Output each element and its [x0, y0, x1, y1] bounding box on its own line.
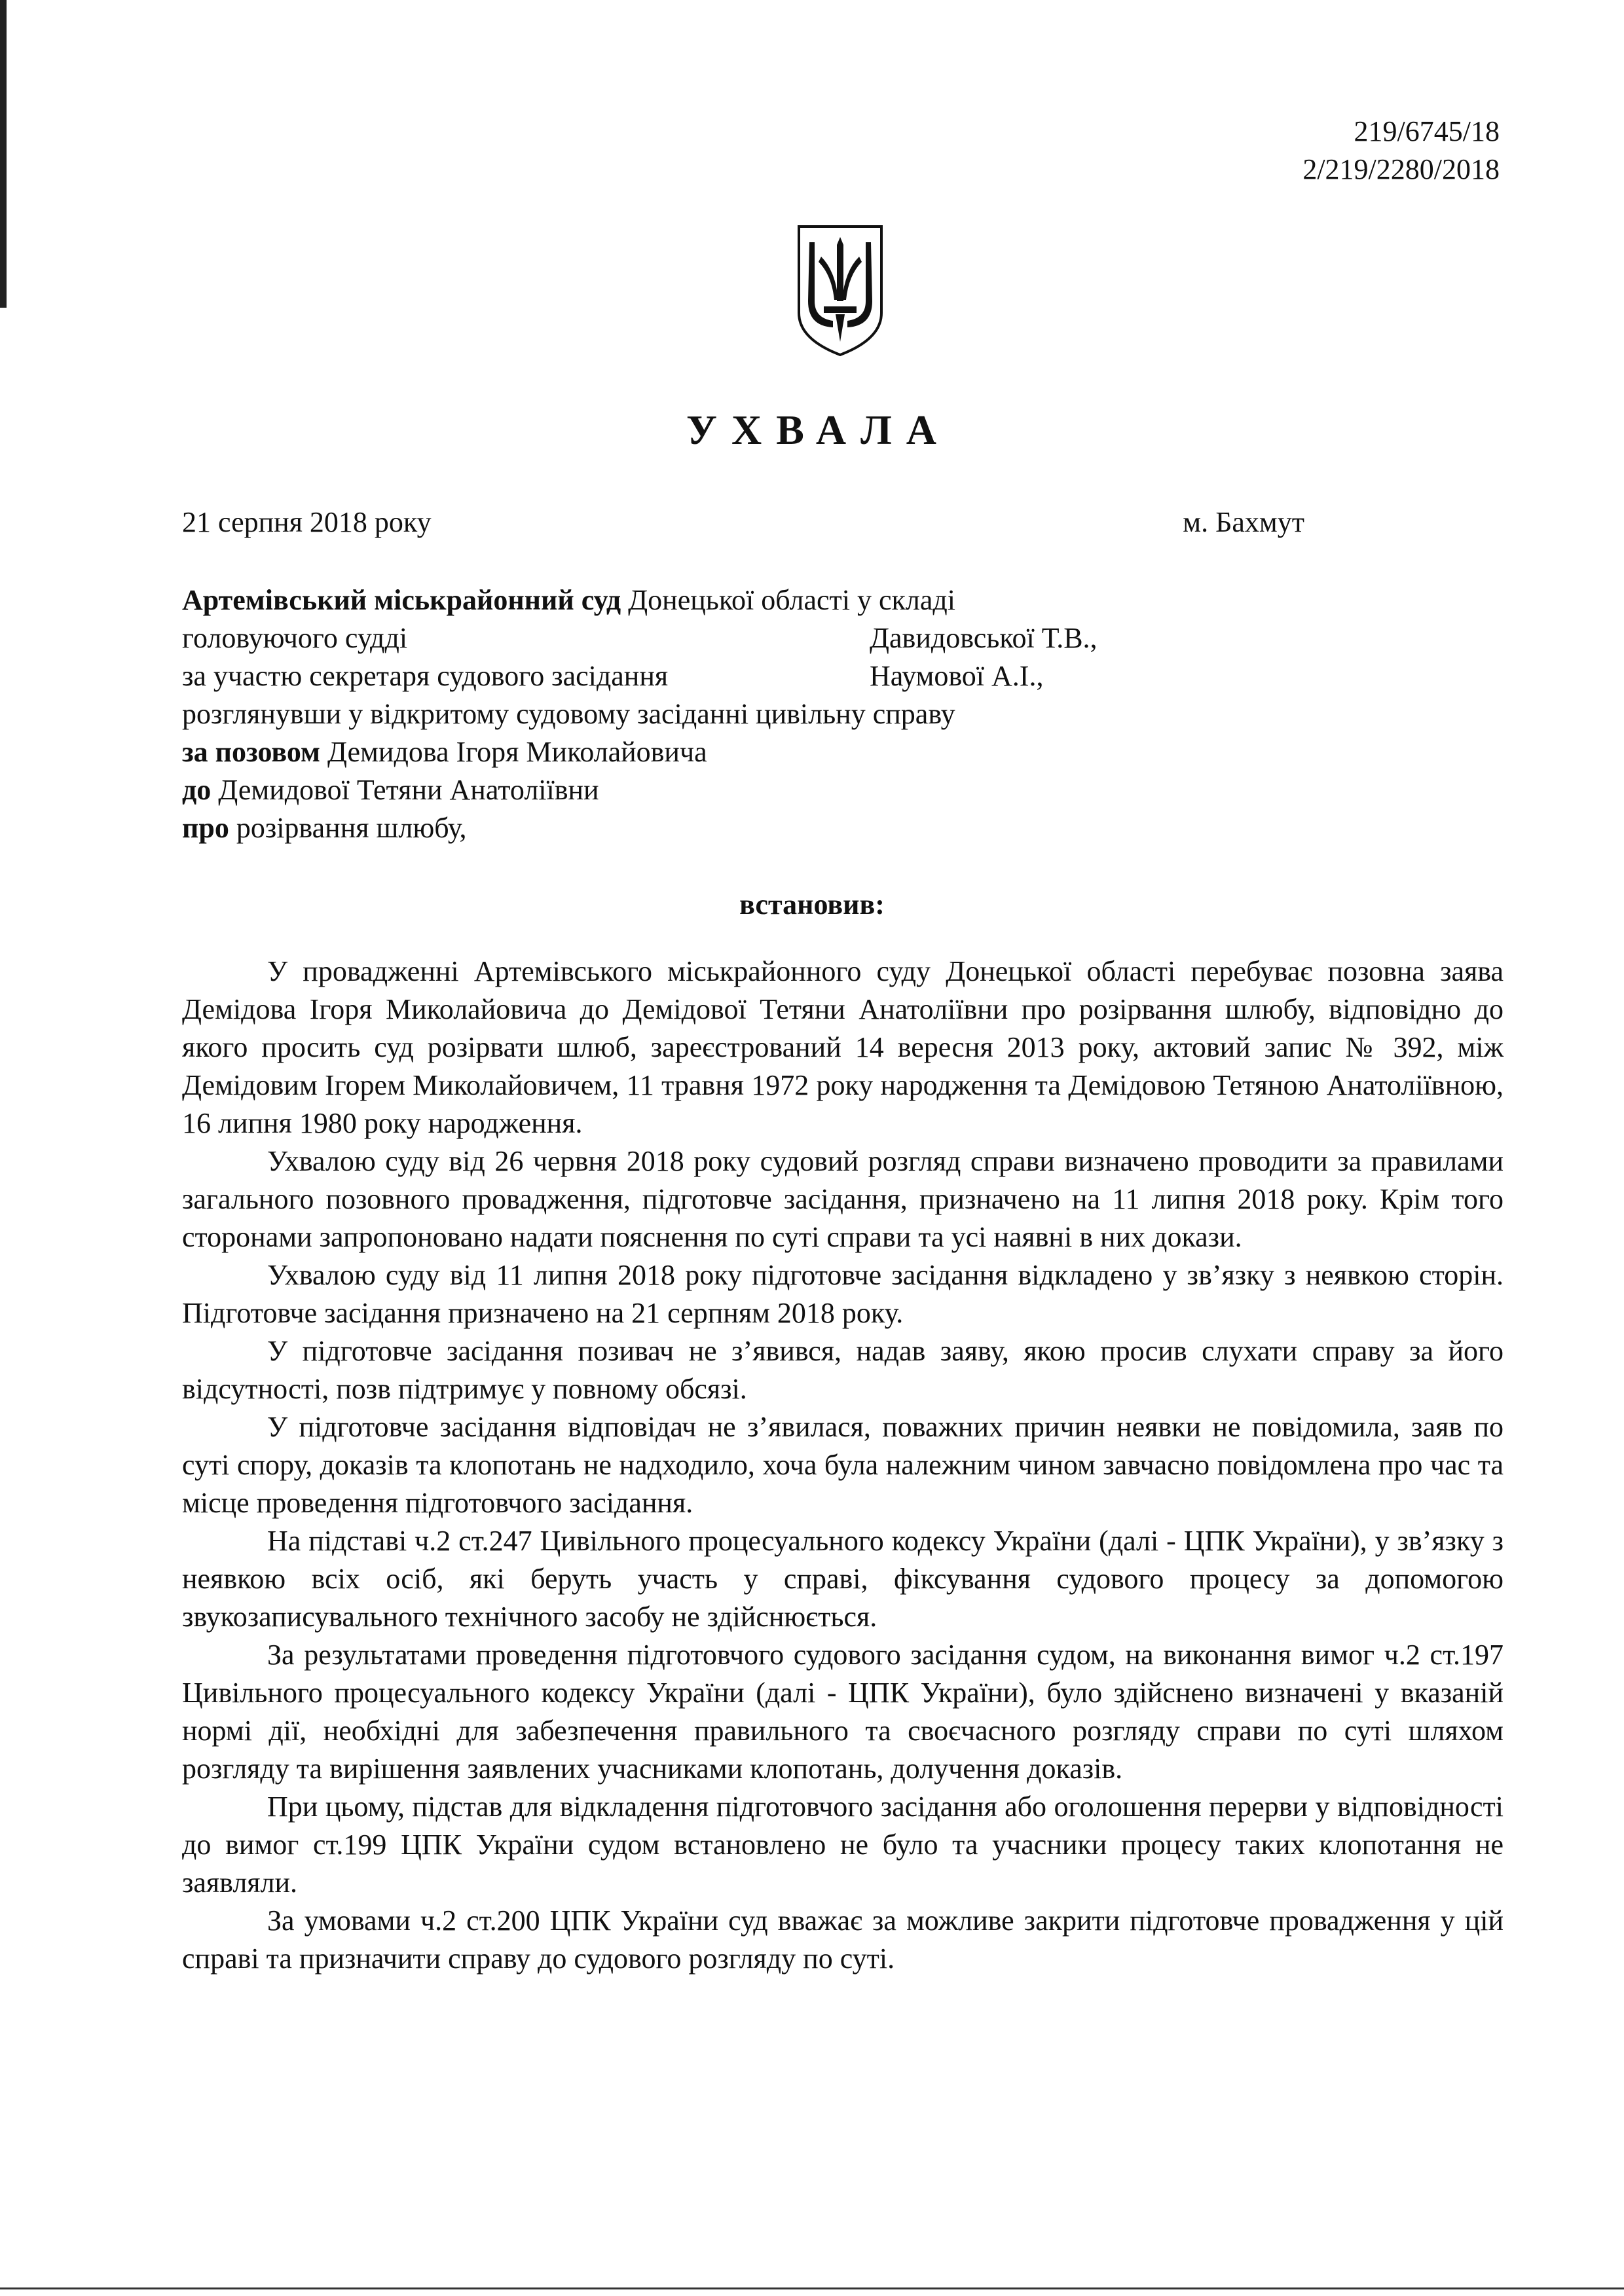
judge-line — [182, 619, 1204, 657]
case-number-secondary: 2/219/2280/2018 — [1302, 153, 1500, 185]
paragraph: На підставі ч.2 ст.247 Цивільного процесуального кодексу України (далі - ЦПК України), у зв’язку з неявкою всіх осіб, які беруть участь у справі, фіксування судового процесу за допомогою звукозаписувального технічного засобу не здійснюється. — [182, 1525, 1504, 1633]
secretary-label: за участю секретаря судового засідання — [182, 660, 669, 692]
court-name: Артемівський міськрайонний суд — [182, 584, 621, 616]
case-subject: розірвання шлюбу, — [236, 812, 467, 844]
case-numbers — [1302, 113, 1500, 189]
judge-name: Давидовської Т.В., — [870, 622, 1098, 654]
claimant-name: Демидова Ігоря Миколайовича — [327, 736, 707, 768]
paragraph: При цьому, підстав для відкладення підготовчого засідання або оголошення перерви у відповідності до вимог ст.199 ЦПК України судом встановлено не було та учасники процесу таких клопотання не заявляли. — [182, 1791, 1504, 1899]
review-line: розглянувши у відкритому судовому засіданні цивільну справу — [182, 698, 955, 730]
court-name-rest: Донецької області у складі — [628, 584, 956, 616]
ruling-body — [182, 953, 1504, 1978]
paragraph: У підготовче засідання відповідач не з’явилася, поважних причин неявки не повідомила, заяв по суті спору, доказів та клопотань не надходило, хоча була належним чином завчасно повідомлена про час та місце проведення підготовчого засідання. — [182, 1411, 1504, 1519]
scan-edge-mark — [0, 0, 7, 308]
paragraph: За результатами проведення підготовчого судового засідання судом, на виконання вимог ч.2 ст.197 Цивільного процесуального кодексу України (далі - ЦПК України), було здійснено визначені у вказаній нормі дії, необхідні для забезпечення правильного та своєчасного розгляду справи по суті шляхом розгляду та вирішення заявлених учасниками клопотань, долучення доказів. — [182, 1639, 1504, 1785]
document-title: УХВАЛА — [686, 407, 951, 453]
court-name-line — [182, 581, 1204, 619]
paragraph: У провадженні Артемівського міськрайонного суду Донецької області перебуває позовна заява Демідова Ігоря Миколайовича до Демідової Тетяни Анатоліївни про розірвання шлюбу, відповідно до якого просить суд розірвати шлюб, зареєстрований 14 вересня 2013 року, актовий запис № 392, між Демідовим Ігорем Миколайовичем, 11 травня 1972 року народження та Демідовою Тетяною Анатоліївною, 16 липня 1980 року народження. — [182, 955, 1504, 1139]
scan-bottom-edge — [0, 2287, 1624, 2289]
court-composition — [182, 581, 1204, 847]
defendant-line — [182, 771, 1204, 809]
claim-label: за позовом — [182, 736, 320, 768]
document-date: 21 серпня 2018 року — [182, 506, 432, 538]
paragraph: За умовами ч.2 ст.200 ЦПК України суд вважає за можливе закрити підготовче провадження у цій справі та призначити справу до судового розгляду по суті. — [182, 1904, 1504, 1975]
paragraph: У підготовче засідання позивач не з’явився, надав заяву, якою просив слухати справу за його відсутності, позв підтримує у повному обсязі. — [182, 1335, 1504, 1405]
judge-label: головуючого судді — [182, 622, 408, 654]
paragraph: Ухвалою суду від 26 червня 2018 року судовий розгляд справи визначено проводити за правилами загального позовного провадження, підготовче засідання, призначено на 11 липня 2018 року. Крім того сторонами запропоновано надати пояснення по суті справи та усі наявні в них докази. — [182, 1145, 1504, 1253]
about-label: про — [182, 812, 229, 844]
paragraph: Ухвалою суду від 11 липня 2018 року підготовче засідання відкладено у зв’язку з неявкою сторін. Підготовче засідання призначено на 21 серпням 2018 року. — [182, 1259, 1504, 1329]
secretary-line — [182, 657, 1204, 695]
defendant-name: Демидової Тетяни Анатоліївни — [218, 774, 599, 806]
document-city: м. Бахмут — [1183, 506, 1304, 538]
secretary-name: Наумової А.І., — [870, 660, 1044, 692]
ukraine-trident-emblem-icon — [795, 223, 885, 357]
established-heading: встановив: — [739, 888, 885, 920]
subject-line — [182, 809, 1204, 847]
to-label: до — [182, 774, 212, 806]
case-number-primary: 219/6745/18 — [1354, 115, 1500, 147]
claimant-line — [182, 733, 1204, 771]
